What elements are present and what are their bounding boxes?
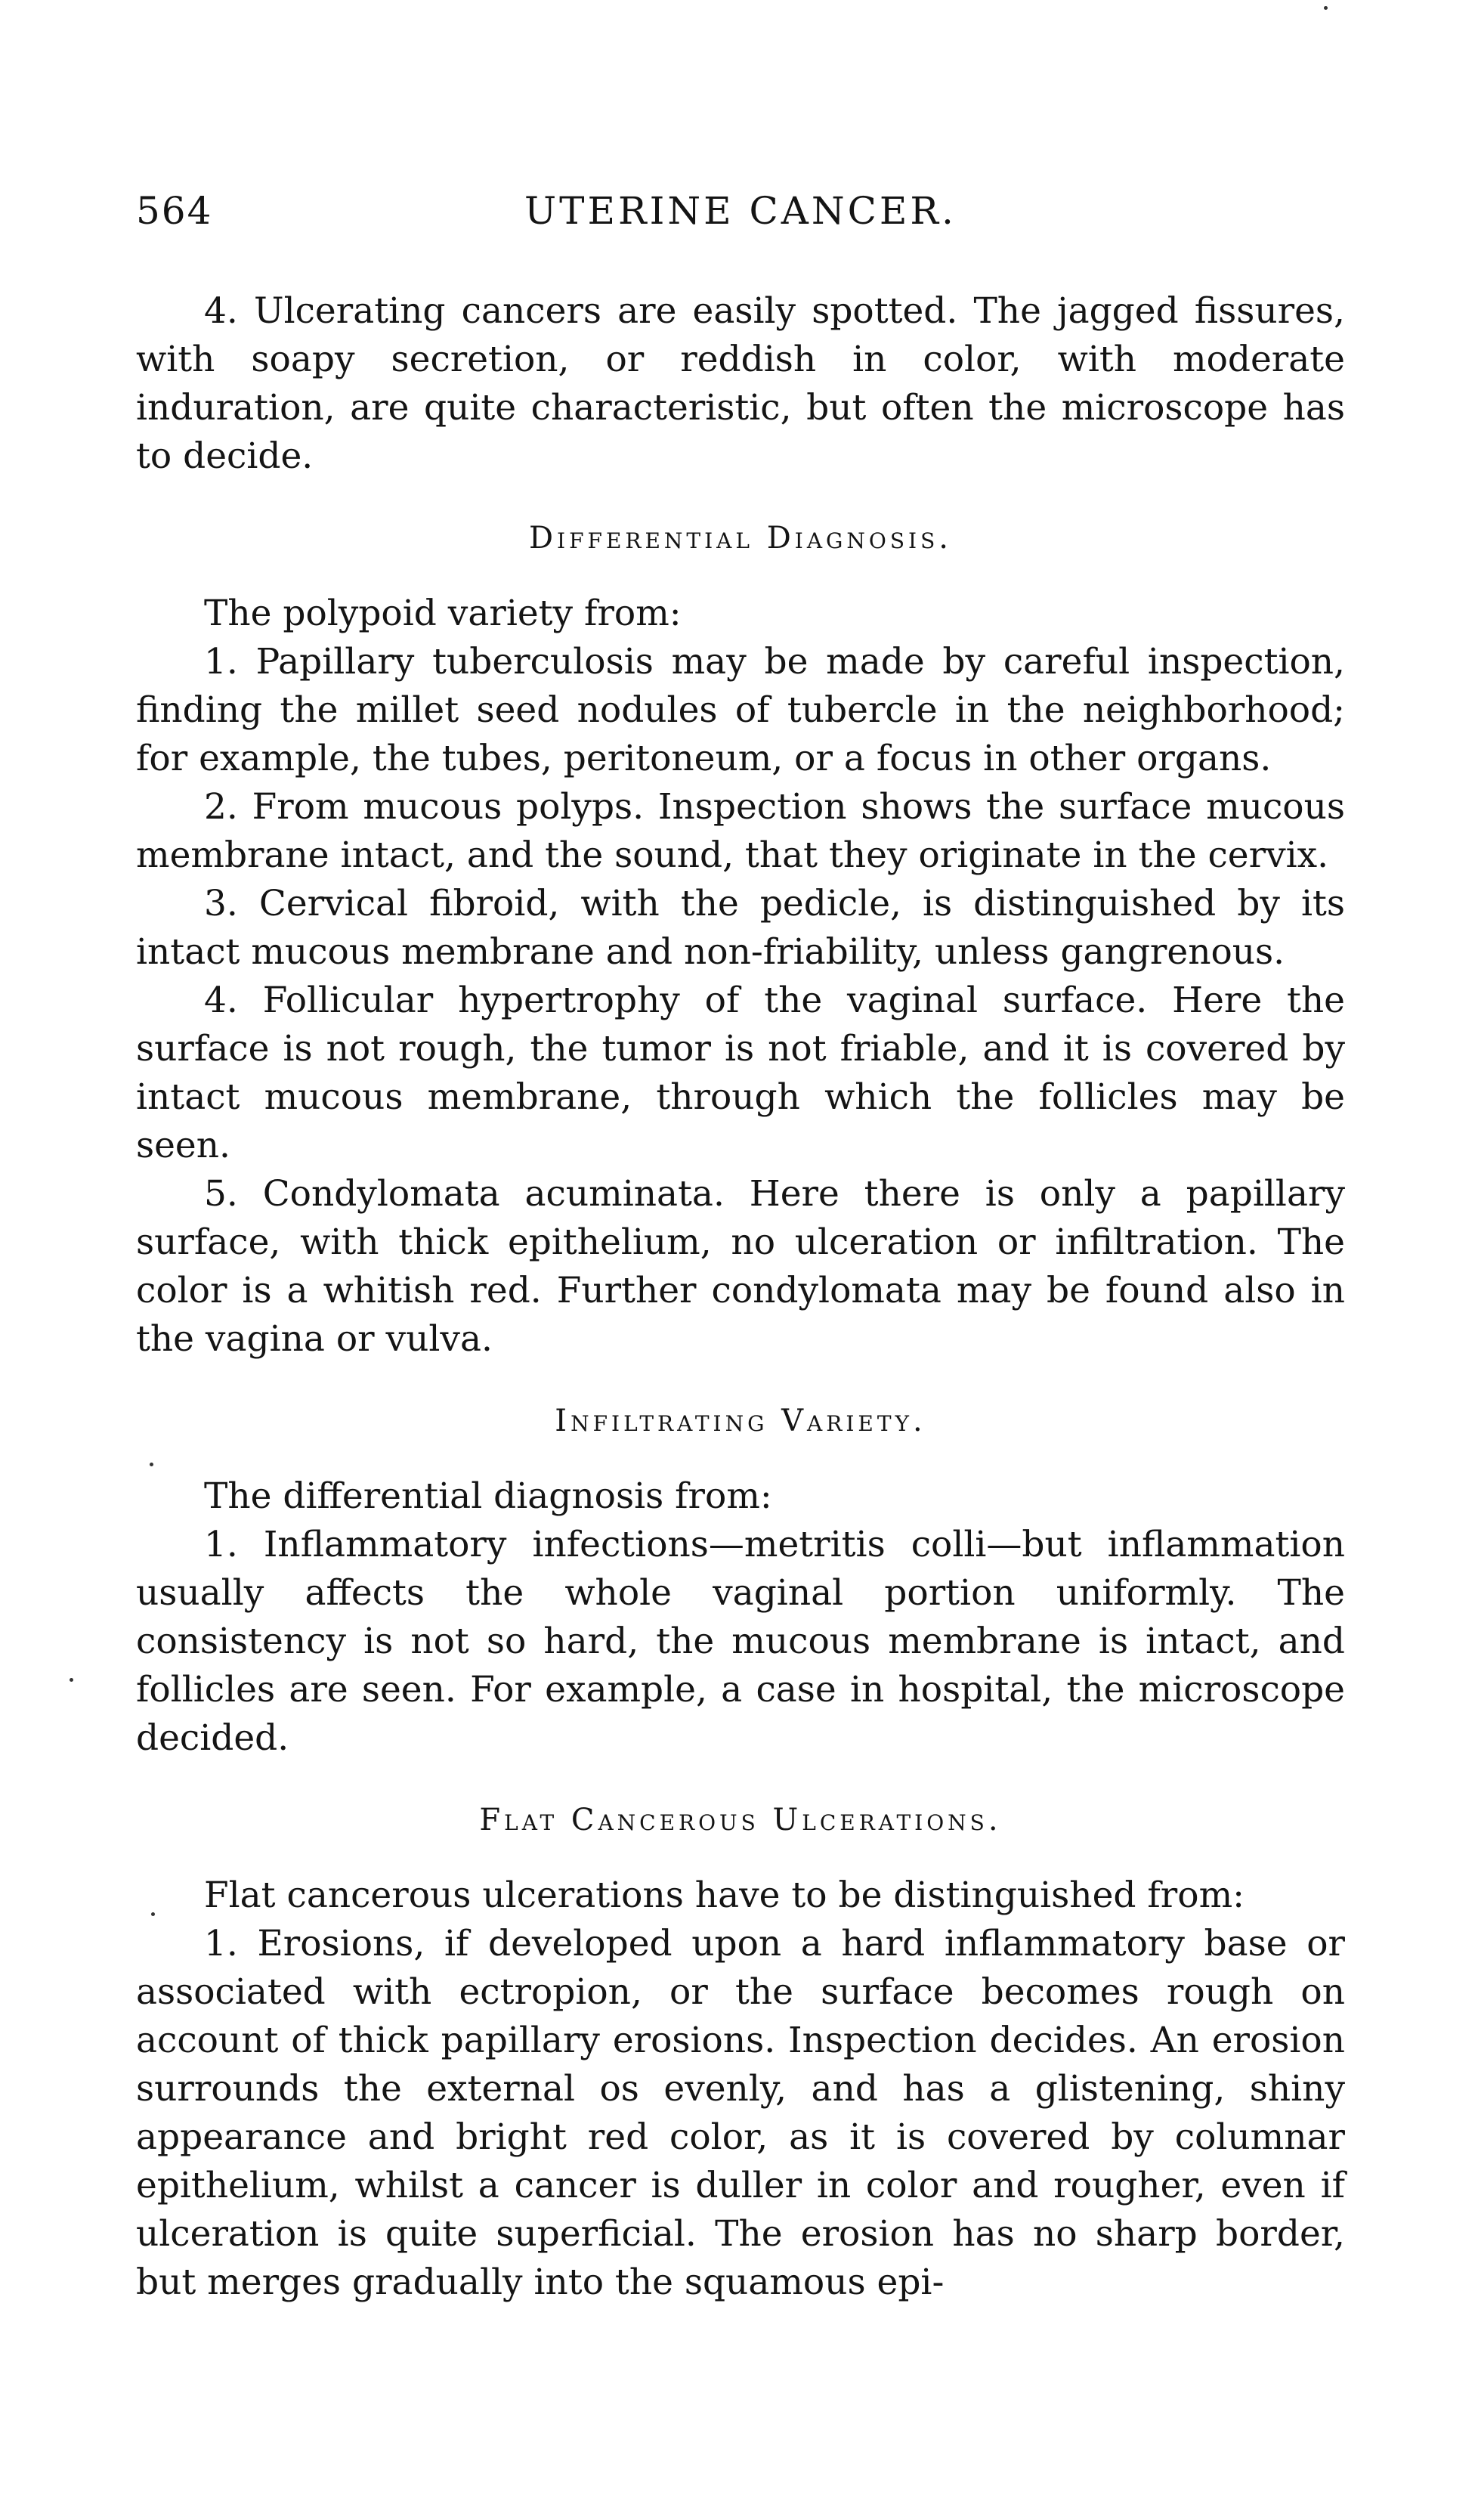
section-heading-flat-cancerous-ulcerations: Flat Cancerous Ulcerations. bbox=[479, 1803, 1002, 1837]
page-header bbox=[136, 189, 1345, 242]
section-heading-infiltrating-variety: Infiltrating Variety. bbox=[555, 1404, 926, 1438]
opening-paragraph: 4. Ulcerating cancers are easily spotted. The jagged fissures, with soapy secretion, or reddish in color, with moderate induration, are quite characteristic, but often the microscope has to decide. bbox=[136, 290, 1345, 477]
running-head: UTERINE CANCER. bbox=[524, 189, 957, 233]
print-speck bbox=[70, 1678, 73, 1682]
page-number: 564 bbox=[136, 189, 213, 233]
paragraph: The differential diagnosis from: bbox=[204, 1475, 772, 1517]
paragraph: The polypoid variety from: bbox=[204, 593, 682, 634]
section-heading-differential-diagnosis: Differential Diagnosis. bbox=[528, 521, 953, 556]
paragraph: 2. From mucous polyps. Inspection shows the surface mucous membrane intact, and the sound, that they originate in the cervix. bbox=[136, 786, 1345, 876]
paragraph: 3. Cervical fibroid, with the pedicle, is distinguished by its intact mucous membrane and non-friability, unless gangrenous. bbox=[136, 883, 1345, 973]
paragraph: 1. Erosions, if developed upon a hard inflammatory base or associated with ectropion, or the surface becomes rough on account of thick papillary erosions. Inspection decides. An erosion surrounds the external os evenly, and has a glistening, shiny appearance and bright red color, as it is covered by columnar epithelium, whilst a cancer is duller in color and rougher, even if ulceration is quite superficial. The erosion has no sharp border, but merges gradually into the squamous epi- bbox=[136, 1923, 1345, 2303]
paragraph: 5. Condylomata acuminata. Here there is only a papillary surface, with thick epithelium, no ulceration or infiltration. The color is a whitish red. Further condylomata may be found also in the vagina or vulva. bbox=[136, 1173, 1345, 1360]
print-speck bbox=[1324, 6, 1328, 10]
paragraph: 4. Follicular hypertrophy of the vaginal surface. Here the surface is not rough, the tumor is not friable, and it is covered by intact mucous membrane, through which the follicles may be seen. bbox=[136, 980, 1345, 1166]
paragraph: 1. Inflammatory infections—metritis colli—but inflammation usually affects the whole vaginal portion uniformly. The consistency is not so hard, the mucous membrane is intact, and follicles are seen. For example, a case in hospital, the microscope decided. bbox=[136, 1524, 1345, 1759]
book-page bbox=[136, 189, 1345, 2307]
paragraph: Flat cancerous ulcerations have to be distinguished from: bbox=[204, 1875, 1245, 1916]
paragraph: 1. Papillary tuberculosis may be made by careful inspection, finding the millet seed nodules of tubercle in the neighborhood; for example, the tubes, peritoneum, or a focus in other organs. bbox=[136, 641, 1345, 779]
